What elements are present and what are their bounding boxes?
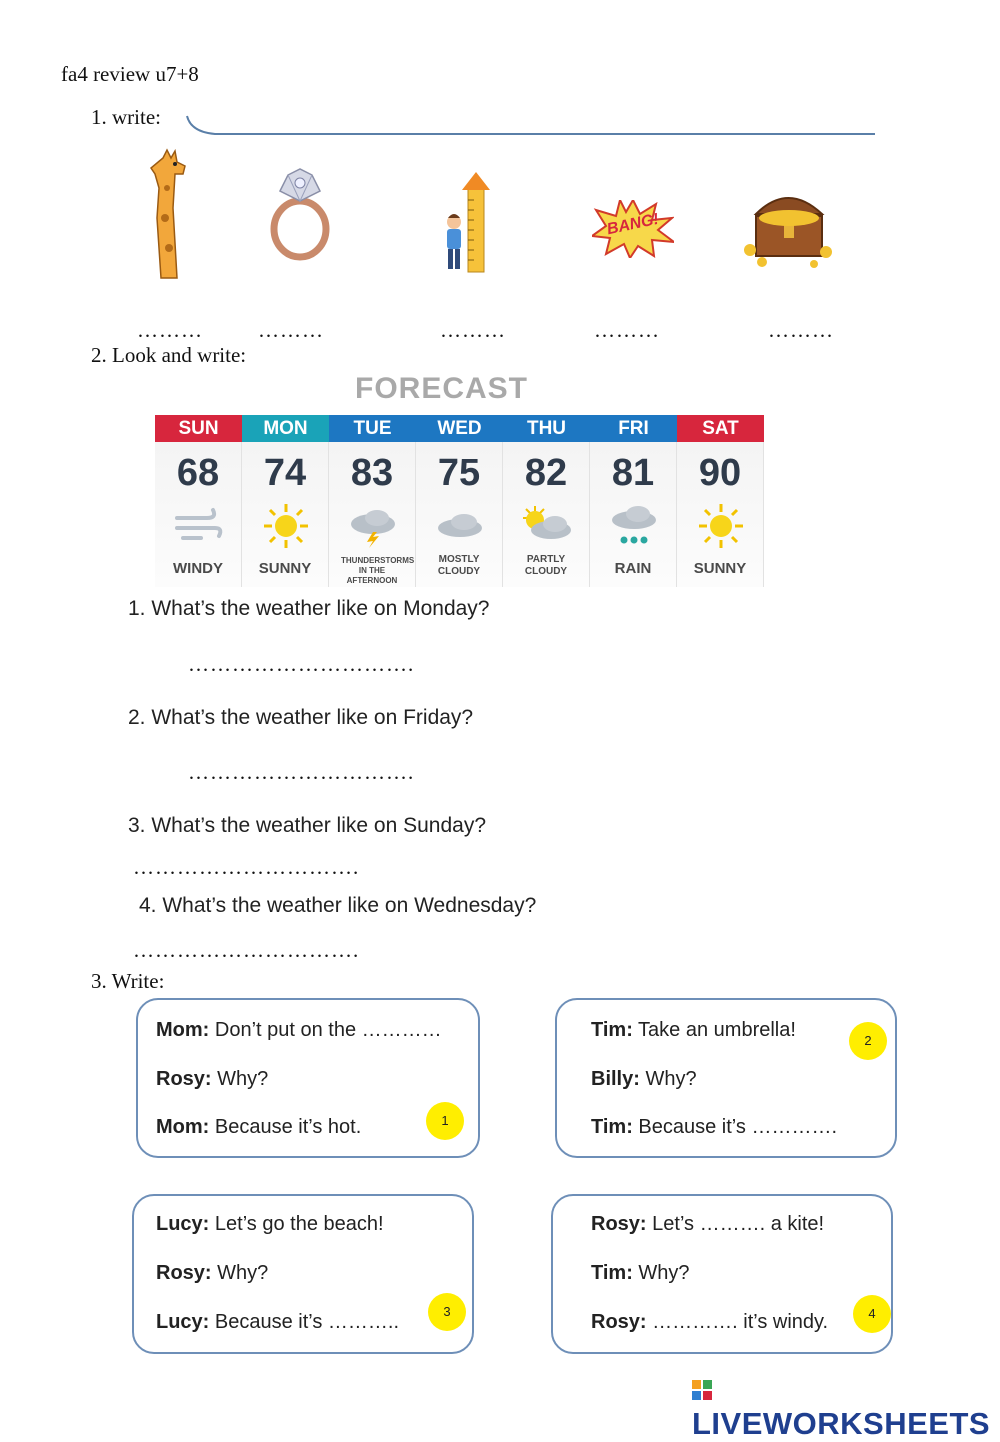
speaker: Mom:	[156, 1019, 210, 1041]
line-text: Let’s go the beach!	[209, 1213, 384, 1235]
speaker: Mom:	[156, 1116, 210, 1138]
section2-label: 2. Look and write:	[91, 343, 247, 367]
day-body	[590, 442, 677, 587]
blank-1[interactable]: ………	[137, 318, 203, 342]
sun-icon	[695, 504, 747, 548]
dialog-line	[591, 1262, 690, 1285]
dialog-line	[156, 1116, 361, 1139]
dialog-box-3	[132, 1194, 474, 1354]
question-4: 4. What’s the weather like on Wednesday?	[139, 894, 537, 917]
number-badge: 4	[853, 1295, 891, 1333]
cloud-icon	[434, 504, 486, 548]
treasure-chest-icon	[742, 180, 834, 268]
day-body	[155, 442, 242, 587]
temperature: 83	[350, 452, 394, 494]
section3-label: 3. Write:	[91, 969, 165, 993]
condition: THUNDERSTORMS IN THE AFTERNOON	[341, 556, 415, 585]
dialog-line	[591, 1311, 828, 1334]
storm-icon	[347, 504, 399, 548]
bang-text: BANG!	[605, 210, 661, 239]
bang-icon	[592, 200, 674, 258]
dialog-box-1	[136, 998, 480, 1158]
dialog-line	[591, 1019, 796, 1042]
speaker: Rosy:	[156, 1262, 212, 1284]
condition: WINDY	[173, 560, 223, 577]
line-text: Because it’s ………….	[632, 1116, 837, 1138]
number-badge: 3	[428, 1293, 466, 1331]
temperature: 82	[524, 452, 568, 494]
forecast-day-wed	[416, 415, 503, 587]
day-body	[416, 442, 503, 587]
speaker: Tim:	[591, 1262, 633, 1284]
forecast-day-thu	[503, 415, 590, 587]
liveworksheets-logo[interactable]	[692, 1370, 1000, 1442]
day-name: WED	[416, 415, 503, 442]
logo-text: LIVEWORKSHEETS	[692, 1406, 991, 1441]
day-body	[503, 442, 590, 587]
dialog-line	[156, 1019, 442, 1042]
day-body	[329, 442, 416, 587]
line-text: Why?	[211, 1262, 269, 1284]
speaker: Lucy:	[156, 1311, 210, 1333]
speaker: Rosy:	[156, 1068, 212, 1090]
day-name: SUN	[155, 415, 242, 442]
temperature: 68	[176, 452, 220, 494]
temperature: 74	[263, 452, 307, 494]
line-text: Why?	[632, 1262, 690, 1284]
number-badge: 2	[849, 1022, 887, 1060]
answer-4[interactable]: ………………………….	[133, 938, 360, 962]
line-text: Why?	[639, 1068, 697, 1090]
blank-4[interactable]: ………	[594, 318, 660, 342]
line-text: …………. it’s windy.	[646, 1311, 829, 1333]
write-answer-line[interactable]	[185, 112, 877, 140]
liveworksheets-logo-icon	[692, 1372, 712, 1392]
forecast-title: FORECAST	[355, 372, 528, 405]
dialog-box-4	[551, 1194, 893, 1354]
blank-5[interactable]: ………	[768, 318, 834, 342]
condition: PARTLY CLOUDY	[524, 554, 568, 577]
forecast-day-sun	[155, 415, 242, 587]
forecast-day-sat	[677, 415, 764, 587]
day-body	[677, 442, 764, 587]
rain-icon	[608, 504, 660, 548]
day-name: FRI	[590, 415, 677, 442]
partly-cloudy-icon	[521, 504, 573, 548]
dialog-line	[156, 1311, 399, 1334]
day-name: TUE	[329, 415, 416, 442]
line-text: Take an umbrella!	[632, 1019, 796, 1041]
line-text: Because it’s hot.	[209, 1116, 362, 1138]
condition: MOSTLY CLOUDY	[437, 554, 481, 577]
wind-icon	[173, 504, 225, 548]
speaker: Tim:	[591, 1019, 633, 1041]
speaker: Rosy:	[591, 1311, 647, 1333]
height-chart-icon	[438, 170, 494, 274]
condition: SUNNY	[693, 560, 747, 577]
answer-2[interactable]: ………………………….	[188, 760, 415, 784]
question-2: 2. What’s the weather like on Friday?	[128, 706, 474, 729]
section1-label: 1. write:	[91, 105, 161, 129]
line-text: Let’s ………. a kite!	[646, 1213, 825, 1235]
question-1: 1. What’s the weather like on Monday?	[128, 597, 490, 620]
dialog-line	[156, 1213, 384, 1236]
temperature: 90	[698, 452, 742, 494]
sun-icon	[260, 504, 312, 548]
forecast-day-fri	[590, 415, 677, 587]
forecast-day-mon	[242, 415, 329, 587]
answer-1[interactable]: ………………………….	[188, 652, 415, 676]
line-text: Don’t put on the …………	[209, 1019, 442, 1041]
temperature: 81	[611, 452, 655, 494]
day-body	[242, 442, 329, 587]
blank-2[interactable]: ………	[258, 318, 324, 342]
dialog-box-2	[555, 998, 897, 1158]
dialog-line	[156, 1262, 268, 1285]
ring-icon	[262, 165, 338, 261]
day-name: MON	[242, 415, 329, 442]
line-text: Because it’s ………..	[209, 1311, 400, 1333]
question-3: 3. What’s the weather like on Sunday?	[128, 814, 486, 837]
speaker: Lucy:	[156, 1213, 210, 1235]
worksheet-title: fa4 review u7+8	[61, 62, 199, 86]
condition: RAIN	[614, 560, 652, 577]
dialog-line	[591, 1213, 824, 1236]
number-badge: 1	[426, 1102, 464, 1140]
speaker: Rosy:	[591, 1213, 647, 1235]
dialog-line	[591, 1068, 697, 1091]
giraffe-icon	[145, 148, 195, 282]
condition: SUNNY	[258, 560, 312, 577]
dialog-line	[156, 1068, 268, 1091]
forecast-day-tue	[329, 415, 416, 587]
dialog-line	[591, 1116, 837, 1139]
speaker: Tim:	[591, 1116, 633, 1138]
blank-3[interactable]: ………	[440, 318, 506, 342]
day-name: THU	[503, 415, 590, 442]
line-text: Why?	[211, 1068, 269, 1090]
speaker: Billy:	[591, 1068, 640, 1090]
temperature: 75	[437, 452, 481, 494]
day-name: SAT	[677, 415, 764, 442]
answer-3[interactable]: ………………………….	[133, 855, 360, 879]
